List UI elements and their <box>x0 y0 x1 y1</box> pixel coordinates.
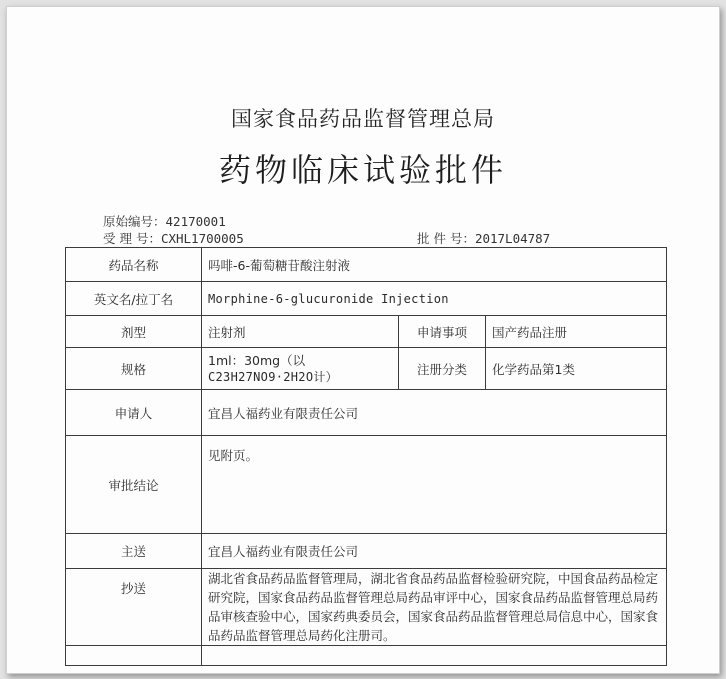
row-cc <box>66 569 667 646</box>
registration-class-label: 注册分类 <box>399 348 486 390</box>
row-continuation <box>66 646 667 666</box>
cc-label: 抄送 <box>66 569 202 646</box>
cc-value: 湖北省食品药品监督管理局，湖北省食品药品监督检验研究院，中国食品药品检定研究院，国家食品药品监督管理总局药品审评中心，国家食品药品监督管理总局药品审核查验中心，国家药典委员会，国家食品药品监督管理总局信息中心，国家食品药品监督管理总局药化注册司。 <box>202 569 667 646</box>
row-english-name <box>66 282 667 316</box>
acceptance-number <box>103 229 244 247</box>
approval-number-value: 2017L04787 <box>474 231 551 246</box>
acceptance-number-value: CXHL1700005 <box>160 231 244 246</box>
dosage-form-value: 注射剂 <box>202 316 399 348</box>
row-drug-name <box>66 248 667 282</box>
approval-number-label: 批 件 号： <box>417 231 475 246</box>
row-main-recipient <box>66 534 667 569</box>
row-dosage-form <box>66 316 667 348</box>
row-conclusion <box>66 436 667 534</box>
main-recipient-value: 宜昌人福药业有限责任公司 <box>202 534 667 569</box>
specification-value <box>202 348 399 390</box>
english-name-label: 英文名/拉丁名 <box>66 282 202 316</box>
registration-class-value: 化学药品第1类 <box>486 348 667 390</box>
document-page <box>6 6 720 674</box>
agency-title: 国家食品药品监督管理总局 <box>231 107 495 131</box>
conclusion-label: 审批结论 <box>66 436 202 534</box>
applicant-value: 宜昌人福药业有限责任公司 <box>202 390 667 436</box>
dosage-form-label: 剂型 <box>66 316 202 348</box>
specification-label: 规格 <box>66 348 202 390</box>
row-applicant <box>66 390 667 436</box>
drug-name-value: 吗啡-6-葡萄糖苷酸注射液 <box>202 248 667 282</box>
continuation-cell-left <box>66 646 202 666</box>
applicant-label: 申请人 <box>66 390 202 436</box>
acceptance-number-label: 受 理 号： <box>103 231 161 246</box>
conclusion-value: 见附页。 <box>202 436 667 534</box>
main-recipient-label: 主送 <box>66 534 202 569</box>
document-title: 药物临床试验批件 <box>218 151 507 189</box>
approval-number <box>417 229 550 247</box>
english-name-value: Morphine-6-glucuronide Injection <box>202 282 667 316</box>
original-number <box>103 212 226 230</box>
application-item-label: 申请事项 <box>399 316 486 348</box>
specification-line-1: 1ml：30mg（以 <box>208 352 306 368</box>
continuation-cell-right <box>202 646 667 666</box>
original-number-label: 原始编号： <box>103 214 166 229</box>
row-specification <box>66 348 667 390</box>
approval-form-table <box>65 247 667 666</box>
original-number-value: 42170001 <box>165 214 226 229</box>
specification-line-2: C23H27NO9·2H2O计） <box>208 369 338 384</box>
drug-name-label: 药品名称 <box>66 248 202 282</box>
application-item-value: 国产药品注册 <box>486 316 667 348</box>
